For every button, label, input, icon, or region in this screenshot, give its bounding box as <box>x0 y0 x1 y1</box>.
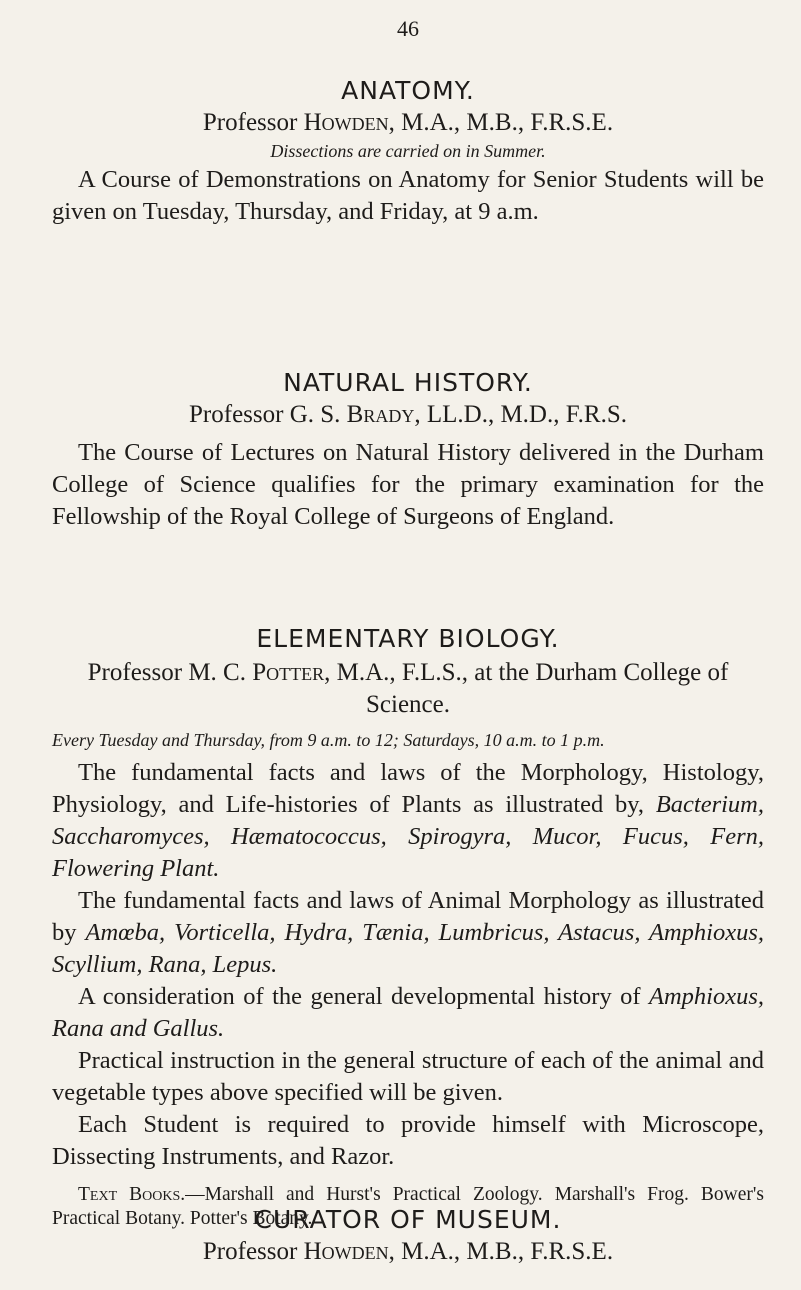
anatomy-heading: ANATOMY. <box>341 76 475 105</box>
elementary-biology-section <box>52 624 764 1231</box>
curator-section <box>52 1205 764 1266</box>
text-books-label: Text Books. <box>78 1184 186 1205</box>
page-number: 46 <box>397 16 419 41</box>
anatomy-professor: Professor Howden, M.A., M.B., F.R.S.E. <box>202 109 614 136</box>
animals-paragraph: The fundamental facts and laws of Animal Morphology as illustrated by Amœba, Vorticella, Hydra, Tænia, Lumbricus, Astacus, Amphioxus, Scyllium, Rana, Lepus. <box>52 887 764 978</box>
schedule-note: Every Tuesday and Thursday, from 9 a.m. to 12; Saturdays, 10 a.m. to 1 p.m. <box>52 730 605 750</box>
text-books-list: —Marshall and Hurst's Practical Zoology. Marshall's Frog. Bower's Practical Botany. Potter's Botany. <box>52 1184 764 1229</box>
professor-surname: Potter <box>252 659 325 686</box>
plants-paragraph: The fundamental facts and laws of the Morphology, Histology, Physiology, and Life-histories of Plants as illustrated by, Bacterium, Saccharomyces, Hæmatococcus, Spirogyra, Mucor, Fucus, Fern, Flowering Plant. <box>52 759 764 882</box>
elementary-biology-professor: Professor M. C. Potter, M.A., F.L.S., at the Durham College of Science. <box>87 659 729 718</box>
natural-history-heading: NATURAL HISTORY. <box>283 368 533 397</box>
animal-examples: Amœba, Vorticella, Hydra, Tænia, Lumbricus, Astacus, Amphioxus, Scyllium, Rana, Lepus. <box>52 919 764 978</box>
anatomy-note: Dissections are carried on in Summer. <box>270 141 546 161</box>
anatomy-section <box>52 76 764 228</box>
natural-history-course-text: The Course of Lectures on Natural History delivered in the Durham College of Science qualifies for the primary examination for the Fellowship of the Royal College of Surgeons of England. <box>52 439 764 530</box>
anatomy-course-text: A Course of Demonstrations on Anatomy for Senior Students will be given on Tuesday, Thursday, and Friday, at 9 a.m. <box>52 166 764 225</box>
professor-surname: Howden <box>303 1238 389 1265</box>
natural-history-professor: Professor G. S. Brady, LL.D., M.D., F.R.S. <box>189 401 627 428</box>
professor-surname: Brady <box>346 401 415 428</box>
development-examples: Amphioxus, Rana and Gallus. <box>52 983 764 1042</box>
plant-examples: Bacterium, Saccharomyces, Hæmatococcus, Spirogyra, Mucor, Fucus, Fern, Flowering Plant. <box>52 791 764 882</box>
development-paragraph: A consideration of the general developmental history of Amphioxus, Rana and Gallus. <box>52 983 764 1042</box>
requirements-paragraph: Each Student is required to provide himself with Microscope, Dissecting Instruments, and Razor. <box>52 1111 764 1170</box>
curator-professor: Professor Howden, M.A., M.B., F.R.S.E. <box>202 1238 614 1265</box>
practical-paragraph: Practical instruction in the general structure of each of the animal and vegetable types above specified will be given. <box>52 1047 764 1106</box>
professor-surname: Howden <box>303 109 389 136</box>
natural-history-section <box>52 368 764 533</box>
curator-heading: CURATOR OF MUSEUM. <box>254 1205 562 1234</box>
elementary-biology-heading: ELEMENTARY BIOLOGY. <box>256 624 560 653</box>
